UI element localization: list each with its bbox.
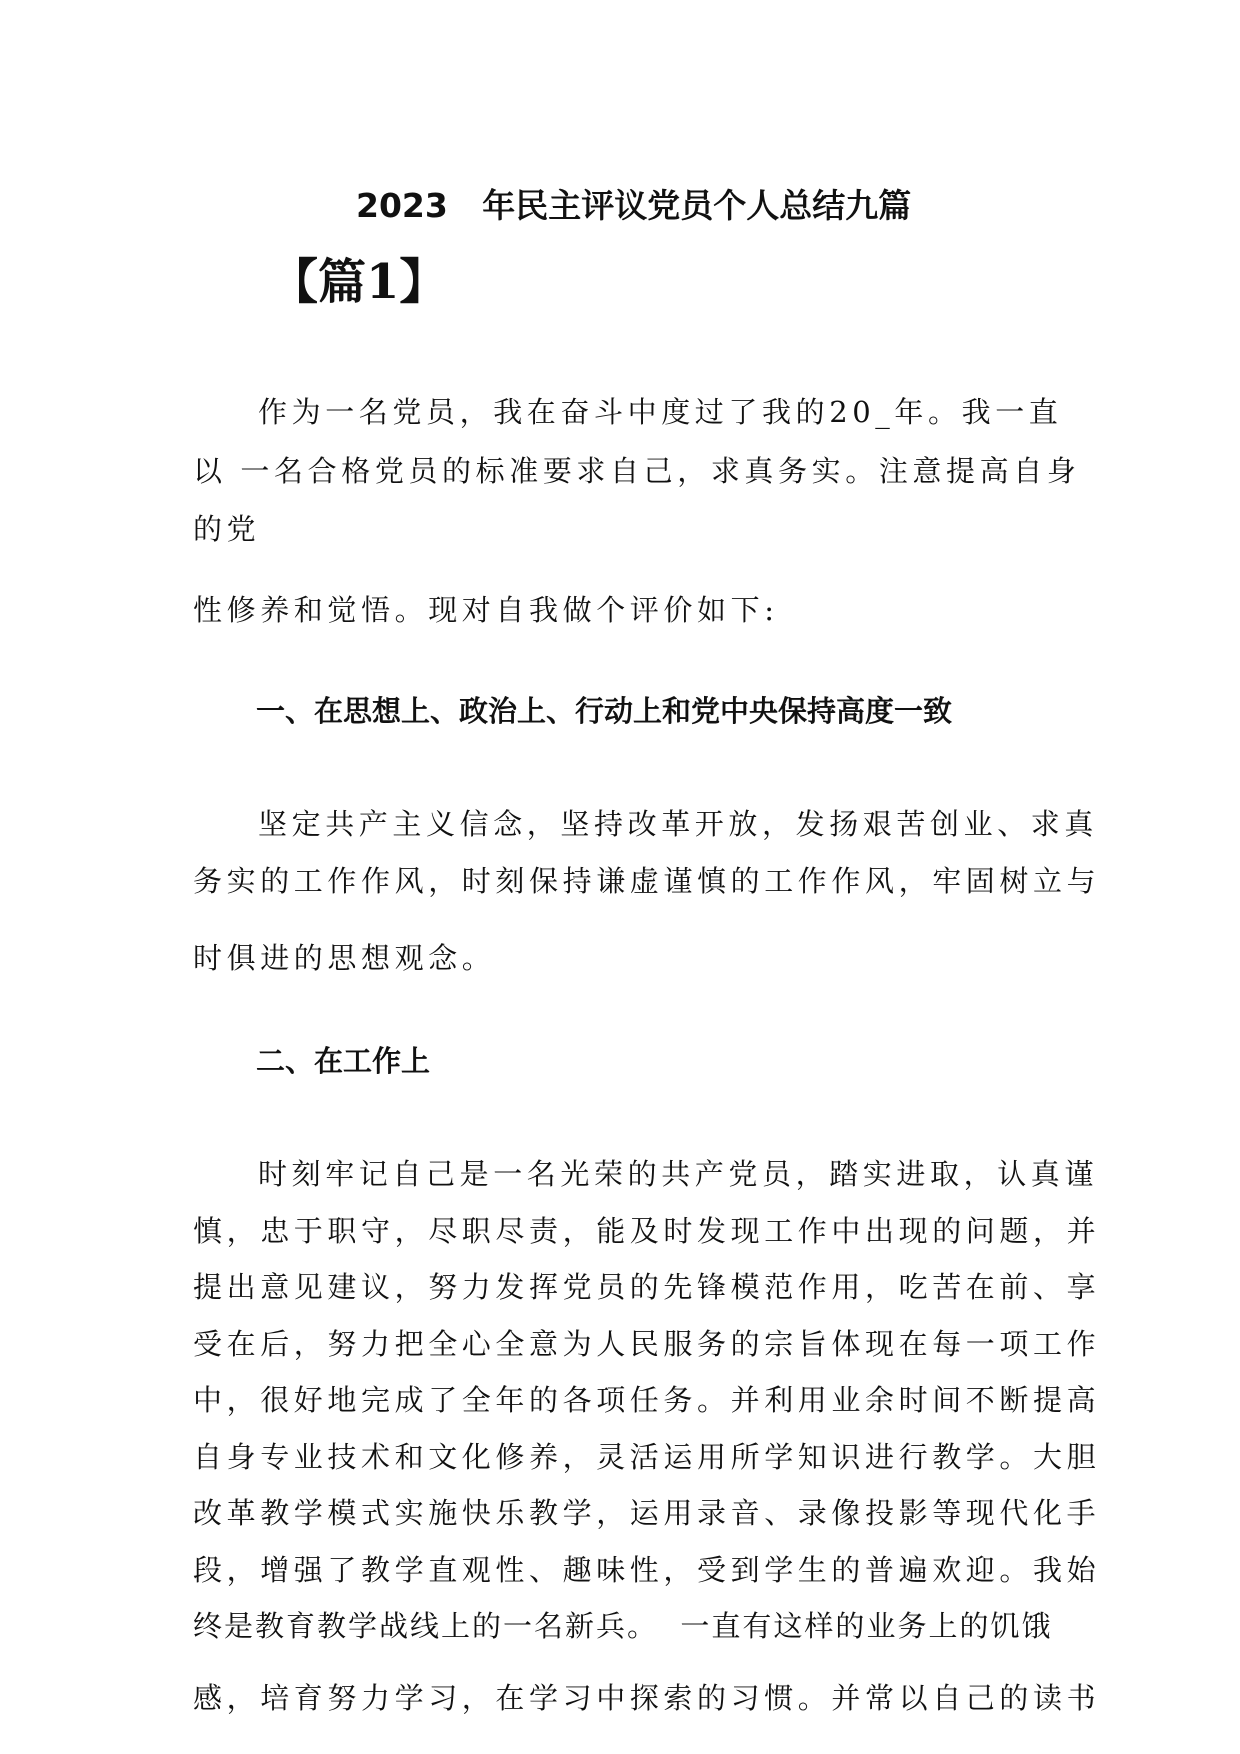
- paragraph1-line: 作为一名党员，我在奋斗中度过了我的20_年。我一直: [258, 395, 1063, 429]
- paragraph3-line: 段，增强了教学直观性、趣味性，受到学生的普遍欢迎。我始: [193, 1553, 1101, 1587]
- paragraph3-line: 慎，忠于职守，尽职尽责，能及时发现工作中出现的问题，并: [193, 1214, 1101, 1248]
- paragraph3-line: 提出意见建议，努力发挥党员的先锋模范作用，吃苦在前、享: [193, 1270, 1101, 1304]
- paragraph3-line: 自身专业技术和文化修养，灵活运用所学知识进行教学。大胆: [193, 1440, 1101, 1474]
- section-heading: 一、在思想上、政治上、行动上和党中央保持高度一致: [256, 694, 953, 728]
- paragraph3-line: 感，培育努力学习，在学习中探索的习惯。并常以自己的读书: [193, 1681, 1101, 1715]
- paragraph2-line: 时俱进的思想观念。: [193, 941, 496, 975]
- section-mark: 【篇1】: [270, 254, 448, 310]
- paragraph2-line: 务实的工作作风，时刻保持谦虚谨慎的工作作风，牢固树立与: [193, 864, 1101, 898]
- paragraph3-line: 终是教育教学战线上的一名新兵。 一直有这样的业务上的饥饿: [193, 1609, 1053, 1643]
- paragraph1-line: 的党: [193, 512, 261, 546]
- paragraph3-line: 中，很好地完成了全年的各项任务。并利用业余时间不断提高: [193, 1383, 1101, 1417]
- paragraph1-line: 以 一名合格党员的标准要求自己，求真务实。注意提高自身: [193, 454, 1081, 488]
- paragraph2-line: 坚定共产主义信念，坚持改革开放，发扬艰苦创业、求真: [258, 807, 1099, 841]
- section-heading: 二、在工作上: [256, 1044, 431, 1078]
- paragraph3-line: 改革教学模式实施快乐教学，运用录音、录像投影等现代化手: [193, 1496, 1101, 1530]
- paragraph3-line: 受在后，努力把全心全意为人民服务的宗旨体现在每一项工作: [193, 1327, 1101, 1361]
- paragraph1-line: 性修养和觉悟。现对自我做个评价如下:: [193, 593, 779, 627]
- paragraph3-line: 时刻牢记自己是一名光荣的共产党员，踏实进取，认真谨: [258, 1157, 1099, 1191]
- document-title: 2023 年民主评议党员个人总结九篇: [356, 186, 912, 225]
